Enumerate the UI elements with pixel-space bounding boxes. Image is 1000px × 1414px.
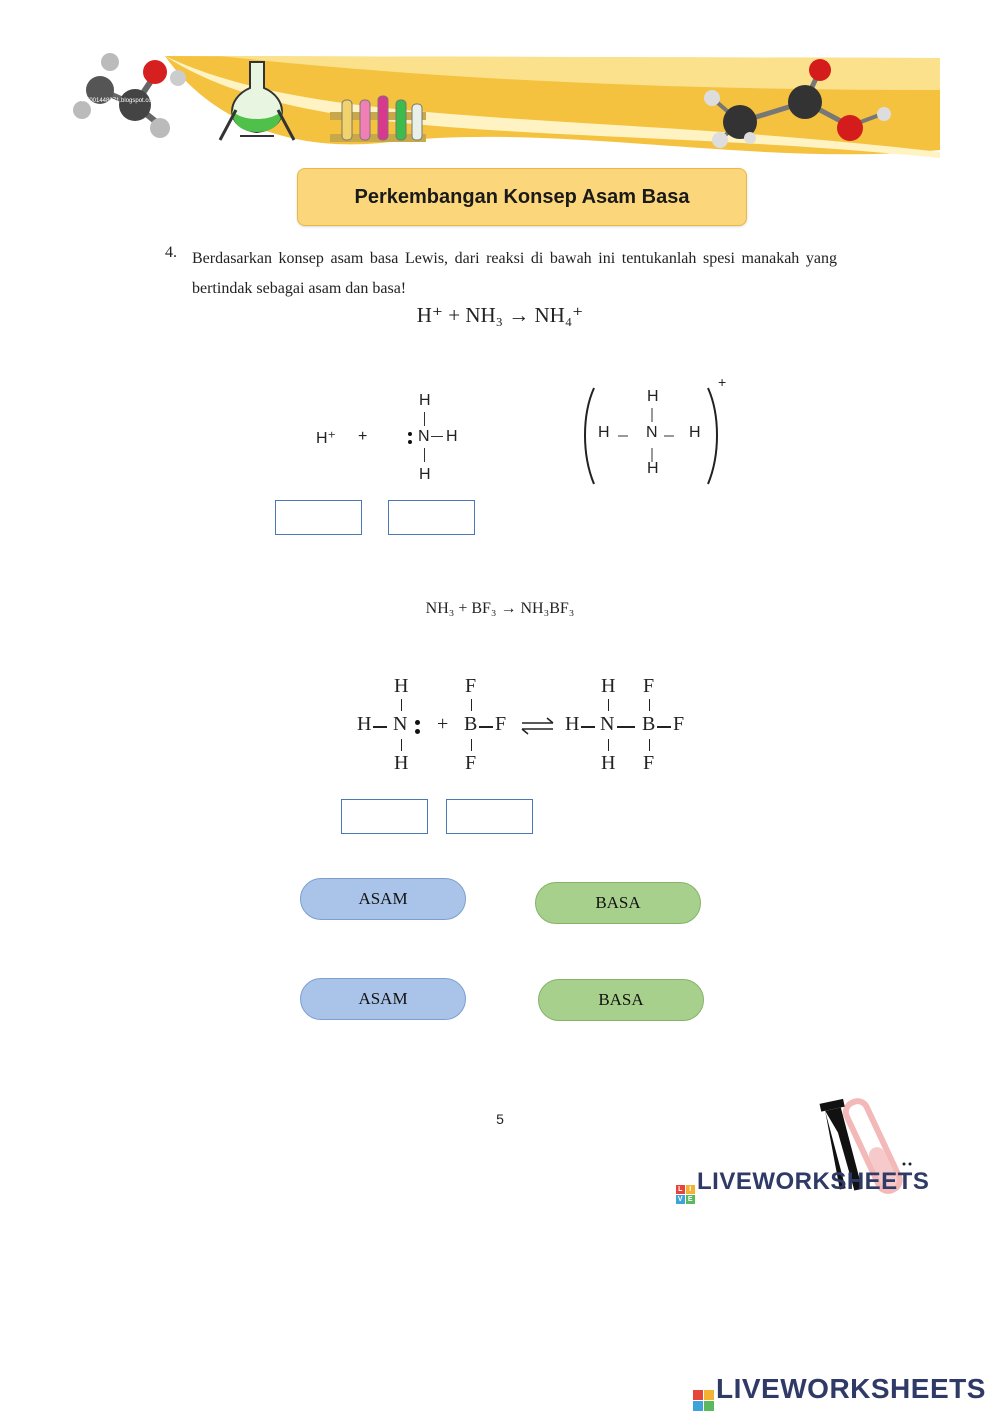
adduct-h-bottom: H: [601, 752, 616, 774]
bond: [401, 739, 402, 751]
nh4-n: N: [646, 424, 658, 441]
lone-pair-dot: [408, 432, 412, 436]
bond: [608, 739, 609, 751]
bond: [608, 699, 609, 711]
reaction1-equation: H⁺ + NH₃ → NH₄⁺: [416, 303, 584, 327]
reaction2-equation: NH₃ + BF₃ → NH₃BF₃: [425, 600, 575, 617]
live-badge-icon: [693, 1390, 714, 1411]
reaction1-lewis-diagram: [300, 374, 740, 495]
nh3-h-bottom: H: [419, 466, 431, 483]
nh4-h-right: H: [689, 424, 701, 441]
nh4-h-bottom: H: [647, 460, 659, 477]
option-basa-1[interactable]: BASA: [535, 882, 701, 924]
question-text: Berdasarkan konsep asam basa Lewis, dari reaksi di bawah ini tentukanlah spesi manakah yang bertindak sebagai asam dan basa!: [192, 250, 837, 297]
adduct-h-top: H: [601, 675, 616, 697]
watermark-text: FT001448071.blogspot.co: [82, 98, 152, 104]
bond: [581, 726, 595, 728]
bond: [649, 739, 650, 751]
header-banner: [60, 50, 945, 170]
bond: [471, 739, 472, 751]
nh3-n: N: [418, 428, 430, 445]
nh3-n: N: [393, 713, 408, 735]
h-plus-label: H⁺: [316, 430, 336, 447]
liveworksheets-logo: [676, 1168, 929, 1204]
adduct-f-right: F: [673, 713, 685, 735]
equilibrium-arrow-icon: [521, 717, 555, 735]
nh3-h-left: H: [357, 713, 372, 735]
adduct-h-left: H: [565, 713, 580, 735]
bond: [424, 412, 425, 426]
adduct-f-bottom: F: [643, 752, 655, 774]
reaction2-lewis-diagram: [355, 675, 695, 780]
molecule-left-icon: [73, 53, 186, 138]
bf3-b: B: [464, 713, 478, 735]
nh3-h-top: H: [419, 392, 431, 409]
bond: [657, 726, 671, 728]
page-number: 5: [496, 1111, 504, 1127]
bf3-f-bottom: F: [465, 752, 477, 774]
lone-pair-dot: [415, 720, 420, 725]
option-basa-2[interactable]: BASA: [538, 979, 704, 1021]
nh4-charge: +: [718, 374, 727, 390]
nh4-h-left: H: [598, 424, 610, 441]
bond: [401, 699, 402, 711]
nh3-h-top: H: [394, 675, 409, 697]
nh3-h-bottom: H: [394, 752, 409, 774]
reaction1-answer-box-1[interactable]: [275, 500, 362, 535]
page-title: Perkembangan Konsep Asam Basa: [297, 168, 747, 226]
liveworksheets-bottom-logo-text: LIVEWORKSHEETS: [716, 1373, 986, 1404]
option-asam-2[interactable]: ASAM: [300, 978, 466, 1020]
adduct-f-top: F: [643, 675, 655, 697]
liveworksheets-logo-text: LIVEWORKSHEETS: [697, 1168, 930, 1195]
bond: [617, 726, 635, 728]
option-asam-1[interactable]: ASAM: [300, 878, 466, 920]
reaction2-answer-box-1[interactable]: [341, 799, 428, 834]
bond: [471, 699, 472, 711]
liveworksheets-bottom-logo[interactable]: [693, 1373, 986, 1411]
bond: [649, 699, 650, 711]
adduct-n: N: [600, 713, 615, 735]
plus-sign: +: [437, 713, 449, 735]
nh3-h-right: H: [446, 428, 458, 445]
reaction2-answer-box-2[interactable]: [446, 799, 533, 834]
adduct-b: B: [642, 713, 656, 735]
lone-pair-dot: [408, 440, 412, 444]
bond: [424, 448, 425, 462]
bond: [479, 726, 493, 728]
bond: [431, 436, 443, 437]
nh4-h-top: H: [647, 388, 659, 405]
bf3-f-right: F: [495, 713, 507, 735]
bf3-f-top: F: [465, 675, 477, 697]
bond: [373, 726, 387, 728]
question-number: 4.: [165, 244, 177, 261]
lone-pair-dot: [415, 729, 420, 734]
plus-sign: +: [358, 428, 368, 445]
live-badge-icon: L I V E: [677, 1186, 694, 1203]
reaction1-answer-box-2[interactable]: [388, 500, 475, 535]
